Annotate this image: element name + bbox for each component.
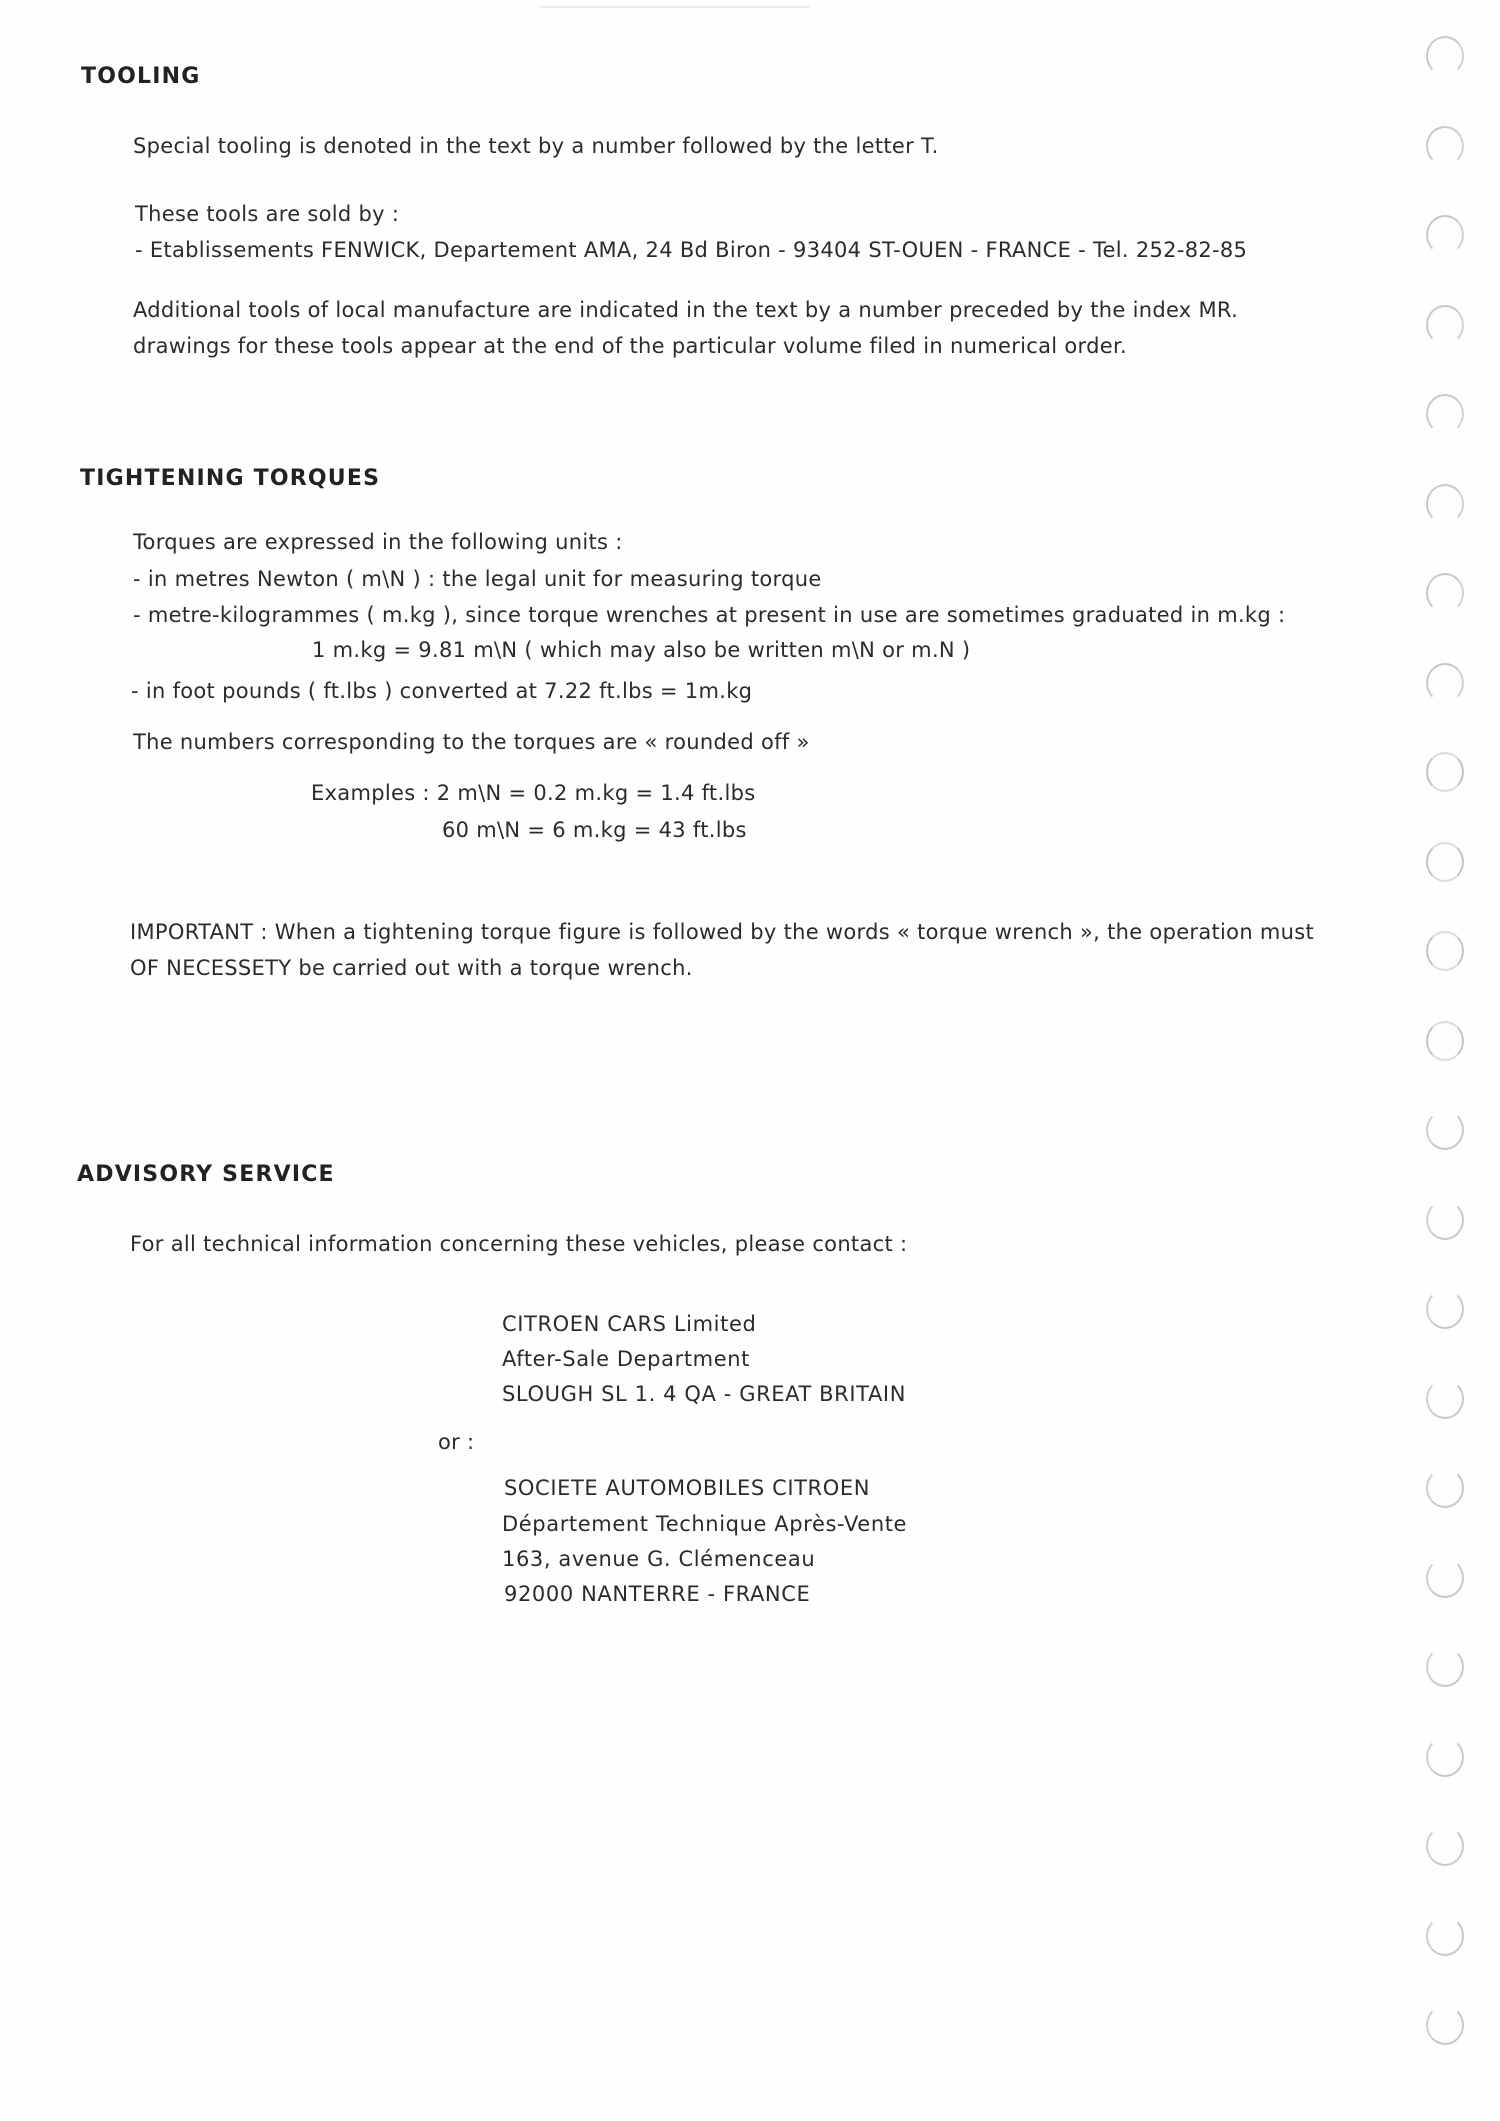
tooling-supplier-line: - Etablissements FENWICK, Departement AMA, 24 Bd Biron - 93404 ST-OUEN - FRANCE - Tel. 252-82-85	[135, 238, 1248, 262]
binder-hole	[1426, 2005, 1464, 2045]
or-label: or :	[438, 1430, 475, 1454]
binder-hole	[1426, 1110, 1464, 1150]
binder-hole	[1426, 1647, 1464, 1687]
binder-hole	[1426, 663, 1464, 703]
address-line: After-Sale Department	[502, 1347, 750, 1371]
tooling-heading: TOOLING	[81, 64, 201, 89]
advisory-heading: ADVISORY SERVICE	[77, 1162, 335, 1187]
advisory-intro: For all technical information concerning these vehicles, please contact :	[130, 1232, 908, 1256]
address-line: SLOUGH SL 1. 4 QA - GREAT BRITAIN	[502, 1382, 907, 1406]
torques-unit-line: - in foot pounds ( ft.lbs ) converted at 7.22 ft.lbs = 1m.kg	[131, 679, 753, 703]
binder-hole	[1426, 1379, 1464, 1419]
torques-text-line: Torques are expressed in the following units :	[133, 530, 623, 554]
binder-hole	[1426, 752, 1464, 792]
binder-hole	[1426, 126, 1464, 166]
torques-unit-line: - metre-kilogrammes ( m.kg ), since torque wrenches at present in use are sometimes graduated in m.kg :	[133, 603, 1286, 627]
binder-hole	[1426, 1289, 1464, 1329]
tooling-text-line: These tools are sold by :	[135, 202, 400, 226]
tooling-text-line: Additional tools of local manufacture are indicated in the text by a number preceded by the index MR.	[133, 298, 1239, 322]
binder-hole	[1426, 1826, 1464, 1866]
binder-hole	[1426, 305, 1464, 345]
binder-hole	[1426, 1468, 1464, 1508]
binder-hole	[1426, 1916, 1464, 1956]
binder-hole	[1426, 573, 1464, 613]
torques-example-line: Examples : 2 m\N = 0.2 m.kg = 1.4 ft.lbs	[311, 781, 756, 805]
binder-hole	[1426, 931, 1464, 971]
binder-hole	[1426, 394, 1464, 434]
binder-hole	[1426, 484, 1464, 524]
binder-hole	[1426, 1558, 1464, 1598]
address-line: 163, avenue G. Clémenceau	[502, 1547, 816, 1571]
binder-hole	[1426, 1200, 1464, 1240]
binder-hole	[1426, 1737, 1464, 1777]
address-line: 92000 NANTERRE - FRANCE	[504, 1582, 811, 1606]
address-line: SOCIETE AUTOMOBILES CITROEN	[504, 1476, 871, 1500]
tooling-text-line: drawings for these tools appear at the end of the particular volume filed in numerical order.	[133, 334, 1127, 358]
tooling-text-line: Special tooling is denoted in the text by a number followed by the letter T.	[133, 134, 939, 158]
binder-hole	[1426, 842, 1464, 882]
scan-artifact	[540, 6, 810, 8]
torques-important-line: IMPORTANT : When a tightening torque figure is followed by the words « torque wrench », the operation must	[130, 920, 1315, 944]
torques-example-line: 60 m\N = 6 m.kg = 43 ft.lbs	[442, 818, 747, 842]
torques-conversion-line: 1 m.kg = 9.81 m\N ( which may also be written m\N or m.N )	[312, 638, 971, 662]
binder-hole	[1426, 36, 1464, 76]
address-line: Département Technique Après-Vente	[502, 1512, 908, 1536]
address-line: CITROEN CARS Limited	[502, 1312, 757, 1336]
binder-hole	[1426, 1021, 1464, 1061]
torques-unit-line: - in metres Newton ( m\N ) : the legal unit for measuring torque	[133, 567, 822, 591]
torques-text-line: The numbers corresponding to the torques are « rounded off »	[133, 730, 810, 754]
torques-heading: TIGHTENING TORQUES	[80, 466, 381, 491]
binder-hole	[1426, 215, 1464, 255]
binder-holes	[1418, 0, 1488, 2121]
torques-important-line: OF NECESSETY be carried out with a torque wrench.	[130, 956, 693, 980]
